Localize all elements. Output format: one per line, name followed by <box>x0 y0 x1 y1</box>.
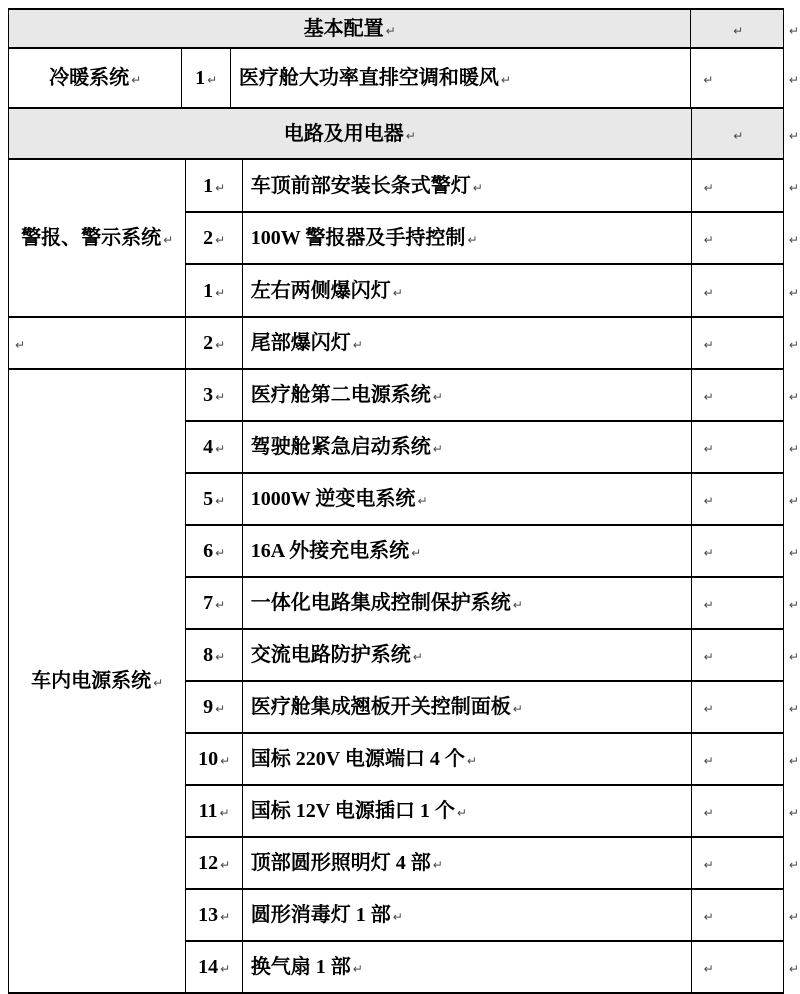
pilcrow-mark: ↵ <box>703 962 714 976</box>
row-end-marker <box>783 159 799 212</box>
item-number: 10 <box>198 748 219 770</box>
status-cell <box>691 264 783 317</box>
status-cell <box>691 317 783 369</box>
pilcrow-mark: ↵ <box>215 233 226 247</box>
item-description: 国标 220V 电源端口 4 个 <box>250 748 465 770</box>
pilcrow-mark: ↵ <box>703 285 714 300</box>
item-description-cell <box>242 369 691 421</box>
item-description: 顶部圆形照明灯 4 部 <box>250 852 431 874</box>
item-description-cell <box>242 264 691 317</box>
item-description-cell <box>242 212 691 264</box>
item-number: 13 <box>198 904 219 926</box>
item-description: 1000W 逆变电系统 <box>250 488 416 510</box>
item-number-cell <box>186 889 242 941</box>
item-number: 2 <box>203 332 214 354</box>
item-number-cell <box>186 317 242 369</box>
pilcrow-mark: ↵ <box>788 806 799 820</box>
section-header-row <box>9 9 800 48</box>
item-number: 2 <box>203 227 214 249</box>
pilcrow-mark: ↵ <box>703 858 714 872</box>
row-end-marker <box>783 785 799 837</box>
row-end-marker <box>783 681 799 733</box>
row-end-marker <box>783 473 799 525</box>
item-description-cell <box>242 473 691 525</box>
row-end-marker <box>783 629 799 681</box>
status-cell <box>691 889 783 941</box>
item-description-cell <box>242 889 691 941</box>
pilcrow-mark: ↵ <box>392 285 403 300</box>
table-row <box>9 369 800 421</box>
pilcrow-mark: ↵ <box>131 73 142 87</box>
item-number-cell <box>186 473 242 525</box>
item-description: 尾部爆闪灯 <box>250 332 351 354</box>
row-end-marker <box>783 837 799 889</box>
item-number: 1 <box>203 174 214 197</box>
pilcrow-mark: ↵ <box>220 962 231 976</box>
item-description-cell <box>242 837 691 889</box>
table-row <box>9 159 800 212</box>
pilcrow-mark: ↵ <box>788 650 799 664</box>
status-cell <box>691 212 783 264</box>
row-end-marker <box>783 421 799 473</box>
pilcrow-mark: ↵ <box>788 180 799 195</box>
item-number-cell <box>186 941 242 993</box>
pilcrow-mark: ↵ <box>703 910 714 924</box>
item-description: 一体化电路集成控制保护系统 <box>250 592 511 614</box>
item-description: 交流电路防护系统 <box>250 644 411 666</box>
spec-table-section-electric <box>8 109 800 994</box>
row-end-marker <box>783 889 799 941</box>
item-number-cell <box>186 212 242 264</box>
pilcrow-mark: ↵ <box>788 910 799 924</box>
table-row <box>9 317 800 369</box>
item-description: 医疗舱第二电源系统 <box>250 384 431 406</box>
pilcrow-mark: ↵ <box>703 598 714 612</box>
item-number: 12 <box>198 852 219 874</box>
item-number: 9 <box>203 696 214 718</box>
pilcrow-mark: ↵ <box>703 338 714 352</box>
table-row <box>9 48 800 108</box>
pilcrow-mark: ↵ <box>703 233 714 247</box>
item-number-cell <box>182 48 230 108</box>
pilcrow-mark: ↵ <box>220 754 231 768</box>
item-description-cell <box>230 48 690 108</box>
pilcrow-mark: ↵ <box>788 546 799 560</box>
category-cell <box>9 48 182 108</box>
pilcrow-mark: ↵ <box>220 858 231 872</box>
row-end-marker <box>783 9 799 48</box>
pilcrow-mark: ↵ <box>352 962 363 976</box>
pilcrow-mark: ↵ <box>417 494 428 508</box>
item-description: 换气扇 1 部 <box>250 956 351 978</box>
pilcrow-mark: ↵ <box>352 338 363 352</box>
item-number: 7 <box>203 592 214 614</box>
item-number: 14 <box>198 956 219 978</box>
status-cell <box>691 941 783 993</box>
pilcrow-mark: ↵ <box>512 598 523 612</box>
section-header-row <box>9 109 800 159</box>
pilcrow-mark: ↵ <box>392 910 403 924</box>
item-number: 5 <box>203 488 214 510</box>
item-description-cell <box>242 421 691 473</box>
pilcrow-mark: ↵ <box>788 442 799 456</box>
item-description: 圆形消毒灯 1 部 <box>250 904 391 926</box>
pilcrow-mark: ↵ <box>733 128 744 143</box>
pilcrow-mark: ↵ <box>788 129 799 143</box>
item-number: 1 <box>203 279 214 302</box>
pilcrow-mark: ↵ <box>432 390 443 404</box>
row-end-marker <box>783 733 799 785</box>
item-description-cell <box>242 629 691 681</box>
row-end-marker <box>783 48 799 108</box>
pilcrow-mark: ↵ <box>215 702 226 716</box>
item-description: 医疗舱大功率直排空调和暖风 <box>238 67 499 89</box>
pilcrow-mark: ↵ <box>215 546 226 560</box>
item-number-cell <box>186 785 242 837</box>
row-end-marker <box>783 109 799 159</box>
item-description: 100W 警报器及手持控制 <box>250 227 466 249</box>
status-cell <box>691 109 783 159</box>
status-cell <box>691 48 784 108</box>
item-description-cell <box>242 733 691 785</box>
pilcrow-mark: ↵ <box>703 754 714 768</box>
pilcrow-mark: ↵ <box>163 233 174 247</box>
pilcrow-mark: ↵ <box>788 858 799 872</box>
category-cell <box>9 369 186 993</box>
section-header-cell <box>9 109 692 159</box>
pilcrow-mark: ↵ <box>215 338 226 352</box>
item-description-cell <box>242 785 691 837</box>
item-description: 驾驶舱紧急启动系统 <box>250 436 431 458</box>
item-number: 11 <box>198 800 218 822</box>
item-description: 左右两侧爆闪灯 <box>250 279 391 302</box>
status-cell <box>691 159 783 212</box>
status-cell <box>691 681 783 733</box>
status-cell <box>691 577 783 629</box>
item-description: 国标 12V 电源插口 1 个 <box>250 800 455 822</box>
status-cell <box>691 733 783 785</box>
pilcrow-mark: ↵ <box>15 338 26 352</box>
pilcrow-mark: ↵ <box>472 180 483 195</box>
pilcrow-mark: ↵ <box>215 442 226 456</box>
pilcrow-mark: ↵ <box>220 910 231 924</box>
status-cell <box>691 473 783 525</box>
item-description: 车顶前部安装长条式警灯 <box>250 174 471 197</box>
item-number-cell <box>186 159 242 212</box>
pilcrow-mark: ↵ <box>215 285 226 300</box>
item-number-cell <box>186 733 242 785</box>
status-cell <box>691 369 783 421</box>
pilcrow-mark: ↵ <box>703 702 714 716</box>
item-number: 6 <box>203 540 214 562</box>
pilcrow-mark: ↵ <box>467 233 478 247</box>
pilcrow-mark: ↵ <box>215 598 226 612</box>
pilcrow-mark: ↵ <box>512 702 523 716</box>
item-description-cell <box>242 577 691 629</box>
pilcrow-mark: ↵ <box>703 442 714 456</box>
item-number-cell <box>186 681 242 733</box>
status-cell <box>691 785 783 837</box>
category-cell <box>9 159 186 317</box>
row-end-marker <box>783 941 799 993</box>
status-cell <box>691 837 783 889</box>
status-cell <box>691 629 783 681</box>
pilcrow-mark: ↵ <box>788 702 799 716</box>
status-cell <box>691 9 784 48</box>
item-description-cell <box>242 681 691 733</box>
item-number: 8 <box>203 644 214 666</box>
pilcrow-mark: ↵ <box>703 390 714 404</box>
status-cell <box>691 525 783 577</box>
category-label: 冷暖系统 <box>49 67 130 89</box>
item-number-cell <box>186 629 242 681</box>
pilcrow-mark: ↵ <box>405 128 416 143</box>
item-number-cell <box>186 525 242 577</box>
pilcrow-mark: ↵ <box>703 180 714 195</box>
section-header-label: 基本配置 <box>303 17 384 40</box>
pilcrow-mark: ↵ <box>703 494 714 508</box>
pilcrow-mark: ↵ <box>703 650 714 664</box>
pilcrow-mark: ↵ <box>432 858 443 872</box>
item-description: 16A 外接充电系统 <box>250 540 410 562</box>
item-description-cell <box>242 159 691 212</box>
item-description-cell <box>242 941 691 993</box>
pilcrow-mark: ↵ <box>788 285 799 300</box>
row-end-marker <box>783 212 799 264</box>
category-label: 警报、警示系统 <box>21 227 162 249</box>
item-number-cell <box>186 369 242 421</box>
item-description-cell <box>242 525 691 577</box>
pilcrow-mark: ↵ <box>788 598 799 612</box>
spec-table-section-basic <box>8 8 800 109</box>
category-cell-empty <box>9 317 186 369</box>
row-end-marker <box>783 317 799 369</box>
item-number-cell <box>186 837 242 889</box>
item-number: 3 <box>203 384 214 406</box>
status-cell <box>691 421 783 473</box>
row-end-marker <box>783 577 799 629</box>
row-end-marker <box>783 369 799 421</box>
item-description-cell <box>242 317 691 369</box>
pilcrow-mark: ↵ <box>788 338 799 352</box>
item-description: 医疗舱集成翘板开关控制面板 <box>250 696 511 718</box>
pilcrow-mark: ↵ <box>788 73 799 87</box>
pilcrow-mark: ↵ <box>788 962 799 976</box>
pilcrow-mark: ↵ <box>788 390 799 404</box>
pilcrow-mark: ↵ <box>153 676 164 690</box>
pilcrow-mark: ↵ <box>432 442 443 456</box>
section-header-label: 电路及用电器 <box>283 122 404 145</box>
pilcrow-mark: ↵ <box>411 546 422 560</box>
pilcrow-mark: ↵ <box>215 390 226 404</box>
pilcrow-mark: ↵ <box>412 650 423 664</box>
pilcrow-mark: ↵ <box>788 494 799 508</box>
pilcrow-mark: ↵ <box>788 23 799 38</box>
pilcrow-mark: ↵ <box>385 23 396 38</box>
category-label: 车内电源系统 <box>31 670 152 692</box>
pilcrow-mark: ↵ <box>703 546 714 560</box>
pilcrow-mark: ↵ <box>703 73 714 87</box>
pilcrow-mark: ↵ <box>207 73 218 87</box>
item-number-cell <box>186 577 242 629</box>
item-number: 4 <box>203 436 214 458</box>
pilcrow-mark: ↵ <box>703 806 714 820</box>
pilcrow-mark: ↵ <box>500 73 511 87</box>
section-header-cell <box>9 9 691 48</box>
item-number: 1 <box>195 67 206 89</box>
pilcrow-mark: ↵ <box>788 754 799 768</box>
pilcrow-mark: ↵ <box>215 180 226 195</box>
pilcrow-mark: ↵ <box>733 23 744 38</box>
pilcrow-mark: ↵ <box>456 806 467 820</box>
pilcrow-mark: ↵ <box>215 650 226 664</box>
row-end-marker <box>783 525 799 577</box>
pilcrow-mark: ↵ <box>788 233 799 247</box>
pilcrow-mark: ↵ <box>215 494 226 508</box>
pilcrow-mark: ↵ <box>219 806 230 820</box>
pilcrow-mark: ↵ <box>466 754 477 768</box>
item-number-cell <box>186 264 242 317</box>
item-number-cell <box>186 421 242 473</box>
row-end-marker <box>783 264 799 317</box>
